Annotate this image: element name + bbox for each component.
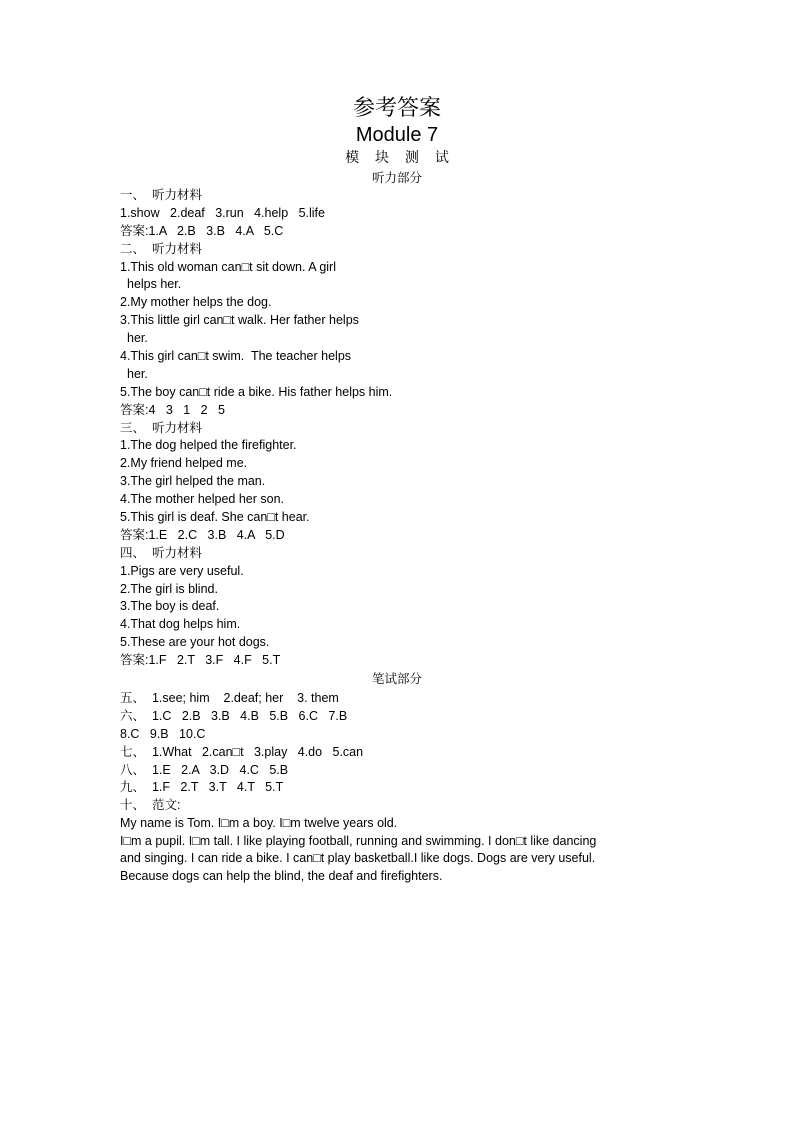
answer-line: 1.This old woman can□t sit down. A girl (120, 259, 336, 274)
essay-line: My name is Tom. I□m a boy. I□m twelve years old. (120, 816, 398, 830)
answer-line: 5.This girl is deaf. She can□t hear. (120, 510, 310, 525)
page-title: 参考答案 (352, 95, 441, 120)
answer-line: 1.Pigs are very useful. (120, 563, 244, 578)
answer-line: 5.The boy can□t ride a bike. His father helps him. (120, 384, 393, 399)
answer-line: 答案:4 3 1 2 5 (120, 402, 225, 417)
writing-section-heading: 笔试部分 (371, 672, 422, 686)
answer-line: 五、 1.see; him 2.deaf; her 3. them (120, 691, 339, 705)
answer-line: 4.This girl can□t swim. The teacher helps (120, 349, 352, 364)
answer-line: 七、 1.What 2.can□t 3.play 4.do 5.can (120, 744, 364, 759)
test-subtitle: 模 块 测 试 (345, 149, 455, 165)
answer-line: 四、 听力材料 (120, 545, 202, 560)
answer-line: 一、 听力材料 (120, 188, 202, 202)
listening-section (120, 187, 392, 670)
answer-line: 8.C 9.B 10.C (120, 726, 206, 741)
answer-line: 二、 听力材料 (120, 241, 202, 256)
sample-essay (120, 815, 680, 885)
answer-line: 六、 1.C 2.B 3.B 4.B 5.B 6.C 7.B (120, 708, 348, 723)
essay-line: I□m a pupil. I□m tall. I like playing football, running and swimming. I don□t like dancing (120, 833, 597, 848)
answer-line: 十、 范文: (120, 798, 181, 813)
listening-section-heading: 听力部分 (371, 171, 422, 185)
answer-line: 八、 1.E 2.A 3.D 4.C 5.B (120, 762, 289, 777)
essay-line: Because dogs can help the blind, the deaf and firefighters. (120, 868, 443, 883)
answer-line: 答案:1.F 2.T 3.F 4.F 5.T (120, 653, 281, 668)
answer-line: 1.The dog helped the firefighter. (120, 438, 297, 453)
answer-line: helps her. (127, 277, 182, 292)
answer-line: 3.The boy is deaf. (120, 599, 220, 614)
answer-line: 九、 1.F 2.T 3.T 4.T 5.T (120, 780, 284, 795)
answer-line: 3.The girl helped the man. (120, 474, 266, 489)
answer-line: 2.My friend helped me. (120, 456, 248, 471)
answer-line: 2.The girl is blind. (120, 581, 218, 596)
answer-line: her. (127, 366, 148, 381)
answer-line: 3.This little girl can□t walk. Her father helps (120, 313, 359, 328)
answer-line: 4.The mother helped her son. (120, 492, 284, 507)
answer-line: 2.My mother helps the dog. (120, 295, 272, 310)
answer-line: 答案:1.E 2.C 3.B 4.A 5.D (120, 527, 285, 542)
answer-line: 答案:1.A 2.B 3.B 4.A 5.C (120, 223, 284, 238)
answer-line: 1.show 2.deaf 3.run 4.help 5.life (120, 205, 325, 220)
module-title: Module 7 (355, 124, 439, 146)
writing-section (120, 690, 363, 815)
answer-line: her. (127, 331, 148, 346)
answer-line: 4.That dog helps him. (120, 617, 241, 632)
answer-line: 三、 听力材料 (120, 420, 202, 435)
answer-line: 5.These are your hot dogs. (120, 635, 270, 650)
essay-line: and singing. I can ride a bike. I can□t play basketball.I like dogs. Dogs are very useful. (120, 851, 596, 866)
